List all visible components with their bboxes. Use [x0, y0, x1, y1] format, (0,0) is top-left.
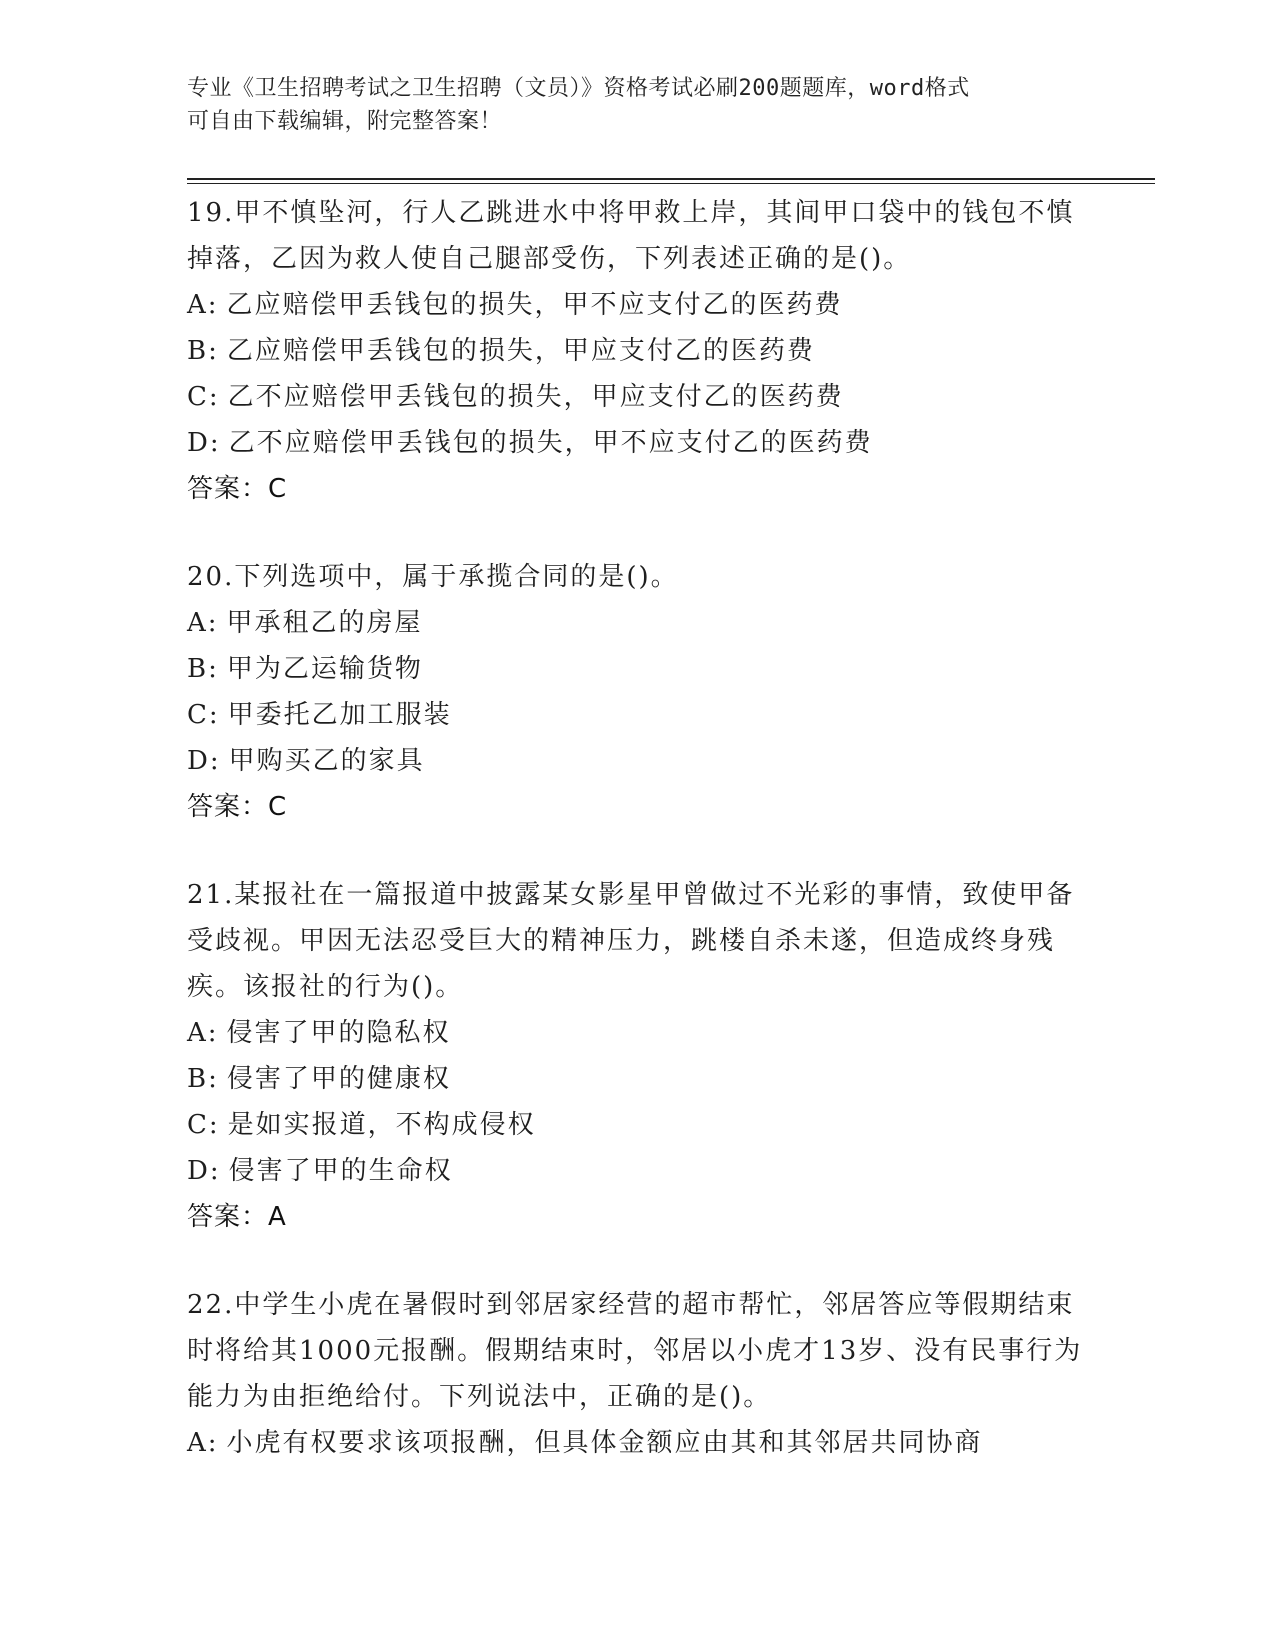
question-list: [187, 190, 1087, 1508]
option-b: [187, 646, 1087, 692]
question-stem: 22.中学生小虎在暑假时到邻居家经营的超市帮忙，邻居答应等假期结束时将给其1000元报酬。假期结束时，邻居以小虎才13岁、没有民事行为能力为由拒绝给付。下列说法中，正确的是()。: [187, 1290, 1083, 1412]
option-a: [187, 282, 1087, 328]
option-d: [187, 1148, 1087, 1194]
option-text: 侵害了甲的生命权: [228, 1156, 453, 1186]
option-d: [187, 738, 1087, 784]
option-a: [187, 1420, 1087, 1466]
option-b: [187, 1056, 1087, 1102]
question-stem: 21.某报社在一篇报道中披露某女影星甲曾做过不光彩的事情，致使甲备受歧视。甲因无法忍受巨大的精神压力，跳楼自杀未遂，但造成终身残疾。该报社的行为()。: [187, 880, 1075, 1002]
header-line-1: 专业《卫生招聘考试之卫生招聘（文员）》资格考试必刷200题题库，word格式: [187, 76, 970, 101]
option-text: 侵害了甲的隐私权: [226, 1018, 451, 1048]
page-header: [187, 72, 1087, 138]
option-key: D:: [187, 746, 221, 776]
header-divider-thin: [187, 183, 1155, 184]
option-b: [187, 328, 1087, 374]
option-key: C:: [187, 1110, 220, 1140]
answer-value: C: [268, 474, 288, 504]
option-text: 是如实报道，不构成侵权: [227, 1110, 536, 1140]
answer-label: 答案：: [187, 474, 269, 504]
option-c: [187, 1102, 1087, 1148]
option-key: C:: [187, 700, 220, 730]
option-key: B:: [187, 336, 219, 366]
option-text: 甲委托乙加工服装: [227, 700, 452, 730]
option-key: A:: [187, 1018, 219, 1048]
option-text: 甲承租乙的房屋: [226, 608, 423, 638]
question-22: [187, 1282, 1087, 1466]
option-text: 甲为乙运输货物: [226, 654, 423, 684]
answer-value: A: [268, 1202, 287, 1232]
option-text: 乙不应赔偿甲丢钱包的损失，甲应支付乙的医药费: [227, 382, 844, 412]
answer-value: C: [268, 792, 288, 822]
option-text: 乙应赔偿甲丢钱包的损失，甲不应支付乙的医药费: [226, 290, 843, 320]
option-key: C:: [187, 382, 220, 412]
option-c: [187, 692, 1087, 738]
question-20: [187, 554, 1087, 830]
answer-line: [187, 466, 1087, 512]
question-19: [187, 190, 1087, 512]
option-c: [187, 374, 1087, 420]
answer-label: 答案：: [187, 1202, 269, 1232]
option-key: B:: [187, 654, 219, 684]
question-21: [187, 872, 1087, 1240]
option-key: D:: [187, 428, 221, 458]
question-stem: 20.下列选项中，属于承揽合同的是()。: [187, 562, 679, 592]
answer-line: [187, 1194, 1087, 1240]
option-text: 小虎有权要求该项报酬，但具体金额应由其和其邻居共同协商: [226, 1428, 983, 1458]
option-a: [187, 600, 1087, 646]
option-text: 甲购买乙的家具: [228, 746, 425, 776]
option-d: [187, 420, 1087, 466]
option-text: 乙应赔偿甲丢钱包的损失，甲应支付乙的医药费: [226, 336, 815, 366]
header-line-2: 可自由下载编辑，附完整答案！: [187, 109, 503, 134]
option-key: A:: [187, 290, 219, 320]
answer-label: 答案：: [187, 792, 269, 822]
option-text: 侵害了甲的健康权: [226, 1064, 451, 1094]
answer-line: [187, 784, 1087, 830]
option-a: [187, 1010, 1087, 1056]
option-key: A:: [187, 608, 219, 638]
option-text: 乙不应赔偿甲丢钱包的损失，甲不应支付乙的医药费: [228, 428, 873, 458]
option-key: B:: [187, 1064, 219, 1094]
option-key: A:: [187, 1428, 219, 1458]
question-stem: 19.甲不慎坠河，行人乙跳进水中将甲救上岸，其间甲口袋中的钱包不慎掉落，乙因为救人使自己腿部受伤，下列表述正确的是()。: [187, 198, 1075, 274]
header-divider-thick: [187, 178, 1155, 180]
option-key: D:: [187, 1156, 221, 1186]
